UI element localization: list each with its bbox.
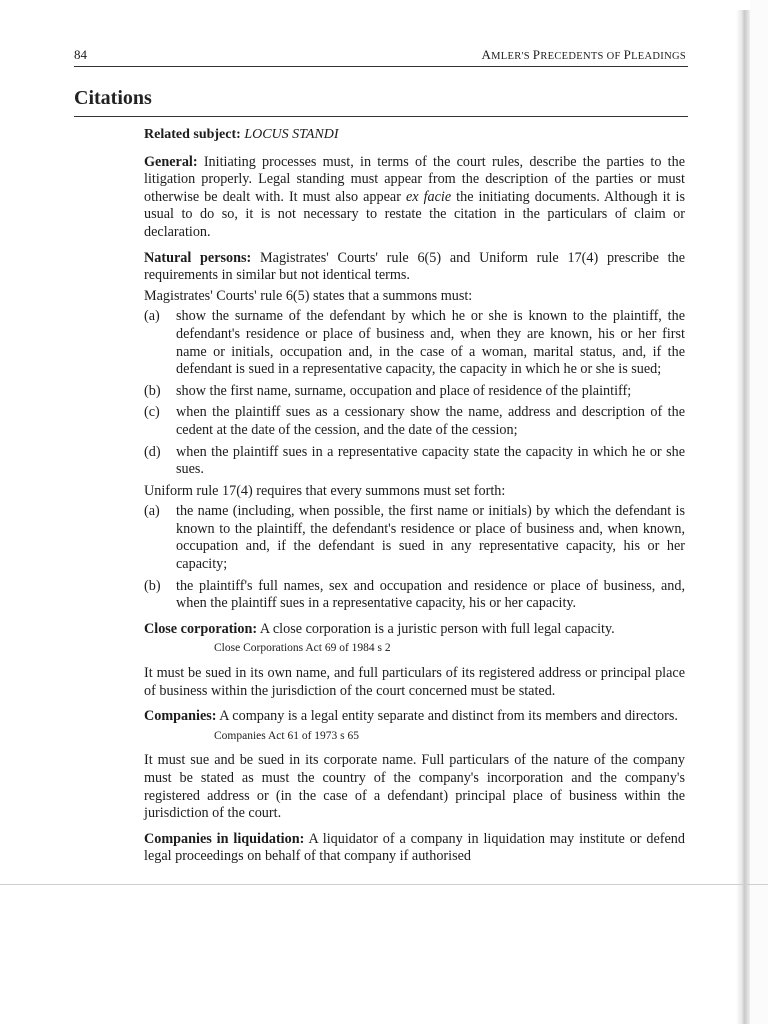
header-rule — [74, 66, 688, 67]
companies-paragraph: Companies: A company is a legal entity separate and distinct from its members and directors. — [144, 708, 678, 725]
list-item: (b) the plaintiff's full names, sex and occupation and residence or place of business, and, when the plaintiff sues in a representative capacity, his or her capacity. — [144, 577, 685, 612]
list-item: (a) show the surname of the defendant by which he or she is known to the plaintiff, the defendant's residence or place of business and, when they are known, his or her first name or initials, occupation and, in the case of a woman, marital status, and, if the defendant is sued in a representative capacity, the capacity in which he or she is sued; — [144, 308, 685, 378]
related-subject: Related subject: LOCUS STANDI — [144, 127, 339, 142]
general-paragraph: General: Initiating processes must, in terms of the court rules, describe the parties to the litigation properly. Legal standing must appear from the description of the parties or must otherwise be dealt with. It must also appear ex facie the initiating documents. Although it is usual to do so, it is not necessary to restate the citation in the particulars of claim or declaration. — [144, 153, 685, 240]
close-corporation-citation: Close Corporations Act 69 of 1984 s 2 — [214, 642, 391, 655]
page-edge — [750, 0, 768, 1024]
uniform-rule-intro: Uniform rule 17(4) requires that every summons must set forth: — [144, 482, 506, 499]
mc-rule-intro: Magistrates' Courts' rule 6(5) states that a summons must: — [144, 287, 473, 304]
companies-citation: Companies Act 61 of 1973 s 65 — [214, 729, 360, 742]
companies-paragraph-2: It must sue and be sued in its corporate name. Full particulars of the nature of the company must be stated as must the country of the company's incorporation and the company's registered address or (in the case of a defendant) principal place of business within the jurisdiction of the court. — [144, 752, 685, 822]
book-title: AMLER'S PRECEDENTS OF PLEADINGS — [481, 47, 686, 62]
scan-fold-line — [0, 884, 768, 885]
close-corporation-paragraph-2: It must be sued in its own name, and full particulars of its registered address or principal place of business within the jurisdiction of the court concerned must be stated. — [144, 665, 685, 699]
list-item: (c) when the plaintiff sues as a cessionary show the name, address and description of the cedent at the date of the cession, and the date of the cession; — [144, 404, 685, 438]
running-head — [74, 47, 686, 67]
section-title: Citations — [74, 87, 152, 109]
liquidation-paragraph: Companies in liquidation: A liquidator of a company in liquidation may institute or defend legal proceedings on behalf of that company if authorised — [144, 830, 685, 865]
page-number: 84 — [74, 47, 87, 62]
natural-persons-paragraph: Natural persons: Magistrates' Courts' rule 6(5) and Uniform rule 17(4) prescribe the requirements in similar but not identical terms. — [144, 249, 686, 284]
list-item: (d) when the plaintiff sues in a representative capacity state the capacity in which he or she sues. — [144, 443, 685, 478]
book-spine-shadow — [736, 10, 750, 1024]
body-text — [144, 126, 685, 874]
title-rule — [74, 116, 688, 117]
related-subject-value: LOCUS STANDI — [244, 127, 339, 142]
list-item: (b) show the first name, surname, occupation and place of residence of the plaintiff; — [144, 382, 632, 399]
close-corporation-paragraph: Close corporation: A close corporation is a juristic person with full legal capacity. — [144, 620, 615, 637]
list-item: (a) the name (including, when possible, the first name or initials) by which the defendant is known to the plaintiff, the defendant's residence or place of business and, when known, occupation and, if the defendant is sued in any representative capacity, his or her capacity; — [144, 503, 685, 573]
